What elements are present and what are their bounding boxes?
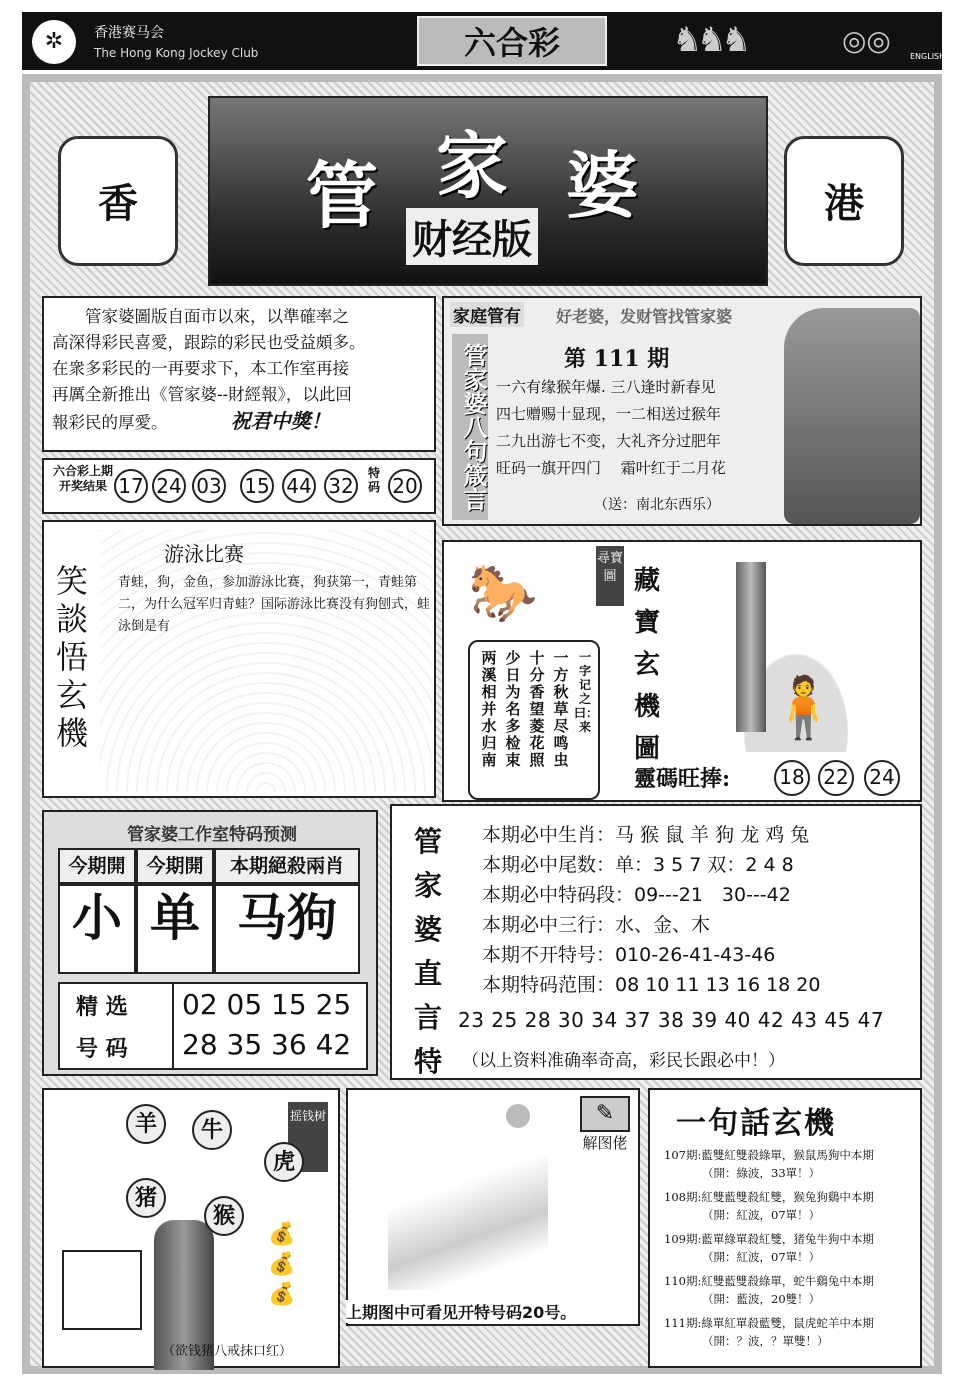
prediction-panel — [42, 810, 378, 1076]
results-label: 六合彩上期开奖结果 — [52, 464, 113, 493]
horses-icon: ♞♞♞ — [672, 20, 746, 60]
intro-line: 在衆多彩民的一再要求下，本工作室再接 — [52, 359, 349, 378]
poem-send: （送：南北东西乐） — [594, 497, 720, 513]
english-link[interactable]: ENGLISH — [910, 52, 946, 61]
one-sentence-title: 一句話玄機 — [676, 1106, 836, 1141]
treasure-title: 藏寶玄機圖 — [633, 566, 660, 764]
col-header: 今期開 — [136, 848, 214, 884]
lucky-ball: 22 — [818, 760, 854, 796]
treasure-tag: 尋寶圖 — [596, 546, 624, 606]
picture-tag-label: 解图佬 — [582, 1134, 628, 1152]
zodiac-badge: 猴 — [204, 1196, 244, 1236]
intro-line: 高深得彩民喜愛，跟踪的彩民也受益頗多。 — [52, 333, 366, 352]
poem-line: 四七赠赐十显现，一二相送过猴年 — [496, 405, 722, 423]
poem-landscape-image — [784, 308, 920, 524]
special-label: 特码 — [367, 466, 380, 494]
pick-label: 精 选 — [76, 994, 128, 1020]
history-line: 111期:綠單紅單殺藍雙，鼠虎蛇羊中本期 — [664, 1316, 874, 1330]
picture-caption: 上期图中可看见开特号码20号。 — [346, 1300, 576, 1323]
zodiac-badge: 虎 — [264, 1142, 304, 1182]
left-lantern: 香 — [58, 136, 178, 266]
intro-line: 報彩民的厚愛。 — [52, 413, 168, 432]
riddle-scroll — [468, 640, 600, 800]
jockey-horse-icon: 🐎 — [468, 561, 538, 626]
prediction-parity: 单 — [136, 884, 214, 974]
joke-panel — [42, 520, 436, 798]
treasure-map-panel — [442, 540, 922, 802]
top-header-bar — [22, 12, 946, 70]
zodiac-badge: 牛 — [192, 1110, 232, 1150]
poem-line: 一六有缘猴年爆. 三八逢时新春见 — [496, 378, 716, 396]
history-result: （開：藍波，20雙！） — [702, 1292, 821, 1306]
blank-square — [62, 1250, 142, 1330]
poem-header-left: 家庭管有 — [450, 302, 524, 327]
intro-line: 再厲全新推出《管家婆--財經報》，以此回 — [52, 385, 352, 404]
pick-row: 02 05 15 25 — [182, 988, 352, 1021]
right-lantern: 港 — [784, 136, 904, 266]
treasure-scene-image — [676, 552, 916, 752]
zodiac-badge: 羊 — [126, 1104, 166, 1144]
puzzle-picture-panel — [346, 1088, 640, 1326]
col-header: 本期絕殺兩肖 — [214, 848, 360, 884]
direct-line: 本期必中特码段：09---21 30---42 — [482, 884, 791, 906]
banner-char-1: 管 — [306, 153, 379, 238]
history-line: 107期:藍雙紅雙殺綠單，猴鼠馬狗中本期 — [664, 1148, 874, 1162]
result-ball: 03 — [192, 469, 226, 503]
wave-pattern — [100, 530, 432, 792]
result-ball: 17 — [114, 469, 148, 503]
banner-subtitle: 财经版 — [406, 208, 538, 265]
sage-scene — [388, 1150, 548, 1290]
title-banner — [208, 96, 768, 286]
money-tree-panel — [42, 1088, 340, 1368]
banner-char-2: 家 — [436, 123, 509, 208]
history-result: （開：綠波，33單！） — [702, 1166, 821, 1180]
club-name-cn: 香港赛马会 — [94, 25, 164, 41]
jockey-club-logo-icon: ✲ — [32, 20, 76, 64]
scroll-column: 一方秋草尽鸣虫 — [553, 649, 569, 769]
picture-tag — [576, 1096, 634, 1156]
mark-six-title: 六合彩 — [417, 16, 607, 66]
direct-line: 本期特码范围：08 10 11 13 16 18 20 — [482, 974, 821, 996]
last-results-panel — [42, 458, 436, 514]
intro-sign: 祝君中獎！ — [230, 409, 331, 433]
history-result: （開：紅波，07單！） — [702, 1250, 821, 1264]
prediction-header: 管家婆工作室特码预测 — [127, 825, 297, 845]
lucky-ball: 18 — [774, 760, 810, 796]
issue-number: 第 111 期 — [564, 346, 670, 372]
direct-line: 本期必中尾数：单：3 5 7 双：2 4 8 — [482, 854, 794, 876]
direct-vertical-title: 管家婆直言特 — [413, 825, 442, 1078]
special-ball: 20 — [388, 469, 422, 503]
col-header: 今期開 — [58, 848, 136, 884]
result-ball: 15 — [240, 469, 274, 503]
club-name-en: The Hong Kong Jockey Club — [94, 46, 259, 60]
joke-title: 游泳比赛 — [164, 542, 244, 566]
banner-char-3: 婆 — [566, 143, 639, 228]
poem-lines — [496, 374, 796, 482]
poem-line: 二九出游七不变，大礼齐分过肥年 — [496, 432, 722, 450]
lucky-label: 靈碼旺捧: — [634, 766, 731, 792]
tree-caption: （欲钱猪八戒抹口红） — [162, 1344, 293, 1359]
money-tree-tag: 摇钱树 — [288, 1102, 328, 1172]
history-line: 110期:紅雙藍雙殺綠單，蛇牛鷄兔中本期 — [664, 1274, 874, 1288]
joke-text: 青蛙，狗，金鱼，参加游泳比赛，狗获第一，青蛙第二，为什么冠军归青蛙？国际游泳比赛没有狗刨式，蛙泳倒是有 — [118, 575, 431, 634]
pick-numbers-box — [58, 982, 368, 1070]
result-ball: 44 — [282, 469, 316, 503]
intro-panel — [42, 296, 436, 452]
history-result: （開：紅波，07單！） — [702, 1208, 821, 1222]
scroll-column: 一字记之曰：来 — [574, 650, 599, 734]
history-result: （開：？波，？單雙！） — [702, 1334, 829, 1348]
moon-icon — [506, 1104, 530, 1128]
history-line: 109期:藍單綠單殺紅雙，猪兔牛狗中本期 — [664, 1232, 874, 1246]
rings-logo-icon: ◎◎ — [842, 24, 891, 57]
poem-line: 旺码一旗开四门 霜叶红于二月花 — [496, 459, 726, 477]
pick-row: 28 35 36 42 — [182, 1028, 352, 1061]
one-sentence-panel — [648, 1088, 922, 1368]
intro-line: 管家婆圖版自面市以來，以準確率之 — [85, 307, 349, 326]
direct-note: （以上资料准确率奇高，彩民长跟必中！） — [462, 1051, 785, 1071]
zodiac-badge: 猪 — [126, 1178, 166, 1218]
poem-vertical-title: 管家婆八句箴言 — [452, 334, 488, 520]
direct-line: 本期必中三行：水、金、木 — [482, 914, 711, 936]
eight-verse-panel — [442, 296, 922, 526]
joke-vertical-title: 笑談悟玄機 — [55, 562, 88, 752]
pick-label: 号 码 — [76, 1036, 128, 1062]
scroll-column: 两溪相并水归南 — [481, 649, 497, 769]
coins-icon: 💰 💰 💰 — [268, 1222, 296, 1307]
scroll-column: 十分香望菱花照 — [529, 649, 545, 769]
prediction-size: 小 — [58, 884, 136, 974]
direct-line: 本期不开特号：010-26-41-43-46 — [482, 944, 776, 966]
sleeping-man-icon: 🧍 — [766, 673, 841, 743]
poem-header-right: 好老婆，发财管找管家婆 — [556, 307, 733, 326]
book-icon: ✎ — [580, 1096, 630, 1132]
direct-line: 本期必中生肖：马 猴 鼠 羊 狗 龙 鸡 兔 — [482, 824, 810, 846]
result-ball: 32 — [324, 469, 358, 503]
history-line: 108期:紅雙藍雙殺紅雙，猴兔狗鷄中本期 — [664, 1190, 874, 1204]
lucky-ball: 24 — [864, 760, 900, 796]
direct-special-panel — [390, 804, 922, 1080]
prediction-kill: 马狗 — [214, 884, 360, 974]
scroll-column: 少日为名多检束 — [505, 649, 521, 769]
result-ball: 24 — [152, 469, 186, 503]
special-numbers: 23 25 28 30 34 37 38 39 40 42 43 45 47 — [458, 1008, 885, 1032]
